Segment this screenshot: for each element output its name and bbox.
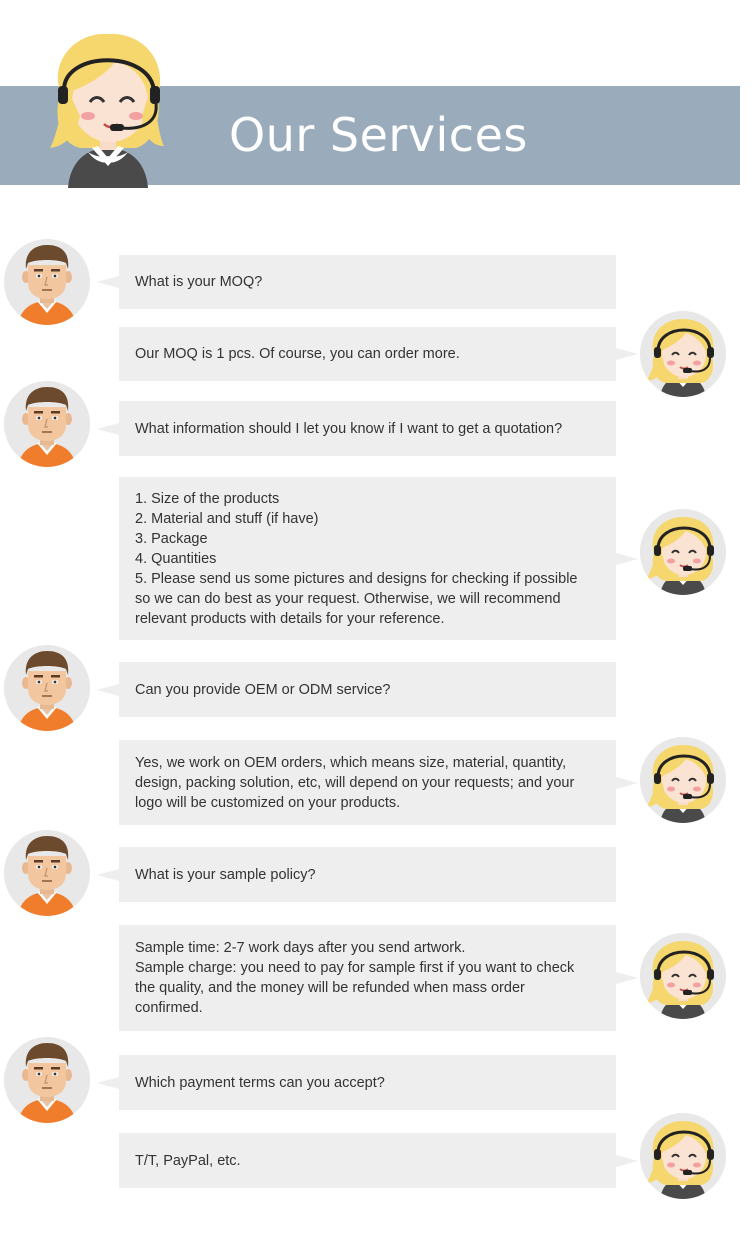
question-bubble [119,255,616,309]
question-text: What is your sample policy? [135,866,316,883]
question-text: Can you provide OEM or ODM service? [135,681,391,698]
question-bubble [119,662,616,717]
question-bubble [119,1055,616,1110]
answer-text: Sample time: 2-7 work days after you send artwork. Sample charge: you need to pay for sample first if you want to check the quality, and the money will be refunded when mass order confirmed. [135,940,575,1016]
answer-bubble [119,740,616,825]
customer-avatar [4,239,90,325]
support-avatar [640,933,726,1019]
question-text: What is your MOQ? [135,274,263,290]
answer-bubble [119,1133,616,1188]
question-text: What information should I let you know if I want to get a quotation? [135,420,563,437]
answer-text: Yes, we work on OEM orders, which means size, material, quantity, design, packing solution, etc, will depend on your requests; and your logo will be customized on your products. [135,754,575,811]
support-mascot-illustration [46,30,170,188]
customer-avatar [4,1037,90,1123]
question-bubble [119,401,616,456]
customer-avatar [4,645,90,731]
answer-text: Our MOQ is 1 pcs. Of course, you can order more. [135,346,460,362]
question-bubble [119,847,616,902]
customer-avatar [4,830,90,916]
page-title: Our Services [229,108,528,162]
answer-text: T/T, PayPal, etc. [135,1152,241,1169]
support-avatar [640,311,726,397]
support-avatar [640,509,726,595]
customer-avatar [4,381,90,467]
support-avatar [640,737,726,823]
answer-bubble [119,925,616,1031]
question-text: Which payment terms can you accept? [135,1074,385,1091]
answer-text: 1. Size of the products 2. Material and stuff (if have) 3. Package 4. Quantities 5. Please send us some pictures and designs for checking if possible so we can do best as your request. Otherwise, we will recommend relevant products with details for your reference. [135,490,578,627]
answer-bubble [119,327,616,381]
answer-bubble [119,477,616,640]
support-avatar [640,1113,726,1199]
